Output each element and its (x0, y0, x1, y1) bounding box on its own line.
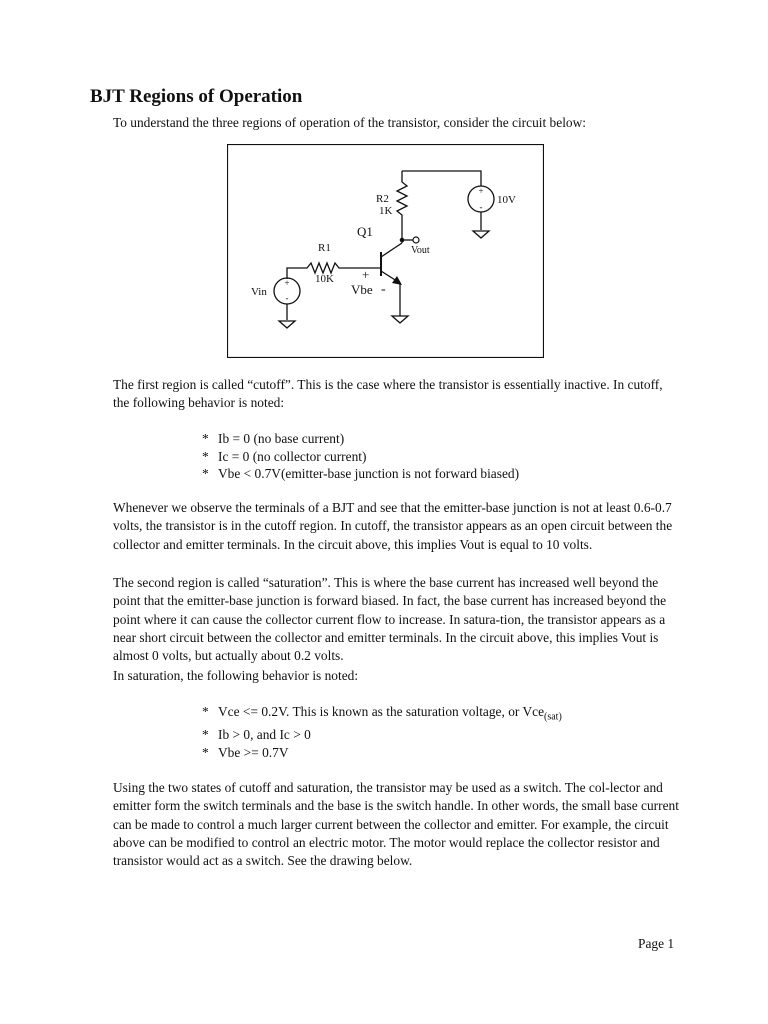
list-item: * Vbe < 0.7V(emitter-base junction is not forward biased) (202, 466, 520, 481)
list-item: * Vce <= 0.2V. This is known as the saturation voltage, or Vce$_{(sat)}$ (202, 704, 562, 723)
cutoff-intro-paragraph: The first region is called “cutoff”. This is the case where the transistor is essentially inactive. In cutoff, the following behavior is noted: (113, 377, 663, 411)
r2-value: 1K (379, 205, 393, 217)
saturation-bullet-list (202, 703, 562, 761)
vin-label: Vin (251, 286, 267, 298)
supply-label: 10V (497, 194, 516, 206)
vbe-label: Vbe (351, 282, 373, 297)
supply-plus: + (478, 186, 484, 196)
cutoff-bullet-list (202, 430, 519, 483)
list-item: * Ic = 0 (no collector current) (202, 448, 367, 464)
vout-terminal (413, 237, 419, 243)
list-item: * Vbe >= 0.7V (202, 744, 289, 760)
vin-plus: + (284, 278, 290, 288)
r1-value: 10K (315, 273, 334, 285)
vin-ground-icon (279, 321, 295, 328)
q1-collector-lead (381, 243, 402, 257)
r1-label: R1 (318, 242, 331, 254)
list-item: * Ib > 0, and Ic > 0 (202, 727, 311, 743)
page-number: Page 1 (638, 936, 675, 951)
circuit-diagram (227, 144, 544, 358)
q1-label: Q1 (357, 224, 373, 239)
diagram-frame (228, 145, 544, 358)
switch-paragraph: Using the two states of cutoff and saturation, the transistor may be used as a switch. The col-lector and emitter form the switch terminals and the base is the switch handle. In other words, the small base current can be made to control a much larger current between the collector and emitter. For example, the circuit above can be modified to control an electric motor. The motor would replace the collector resistor and transistor would act as a switch. See the drawing below. (113, 780, 679, 869)
intro-paragraph: To understand the three regions of operation of the transistor, consider the circuit below: (113, 115, 587, 130)
saturation-lead-paragraph: In saturation, the following behavior is noted: (113, 668, 359, 683)
emitter-ground-icon (392, 316, 408, 323)
list-item: * Ib = 0 (no base current) (202, 431, 345, 446)
supply-ground-icon (473, 231, 489, 238)
cutoff-explanation-paragraph: Whenever we observe the terminals of a BJT and see that the emitter-base junction is not at least 0.6-0.7 volts, the transistor is in the cutoff region. In cutoff, the transistor appears as an open circuit between the collector and emitter terminals. In the circuit above, this implies Vout is equal to 10 volts. (113, 500, 673, 552)
vbe-minus: - (381, 282, 386, 297)
r2-resistor (397, 171, 407, 240)
vin-minus: - (285, 293, 289, 303)
supply-minus: - (479, 202, 483, 212)
r2-label: R2 (376, 193, 389, 205)
vout-label: Vout (411, 245, 430, 256)
saturation-intro-paragraph: The second region is called “saturation”. This is where the base current has increased well beyond the point that the emitter-base junction is forward biased. In fact, the base current has increased beyond the point where it can cause the collector current flow to increase. In satura-tion, the transistor appears as a near short circuit between the collector and emitter terminals. In the circuit above, this implies Vout is almost 0 volts, but actually about 0.2 volts. (113, 575, 667, 664)
page-title: BJT Regions of Operation (90, 86, 303, 107)
top-wire (402, 171, 481, 186)
vbe-plus: + (362, 267, 370, 282)
